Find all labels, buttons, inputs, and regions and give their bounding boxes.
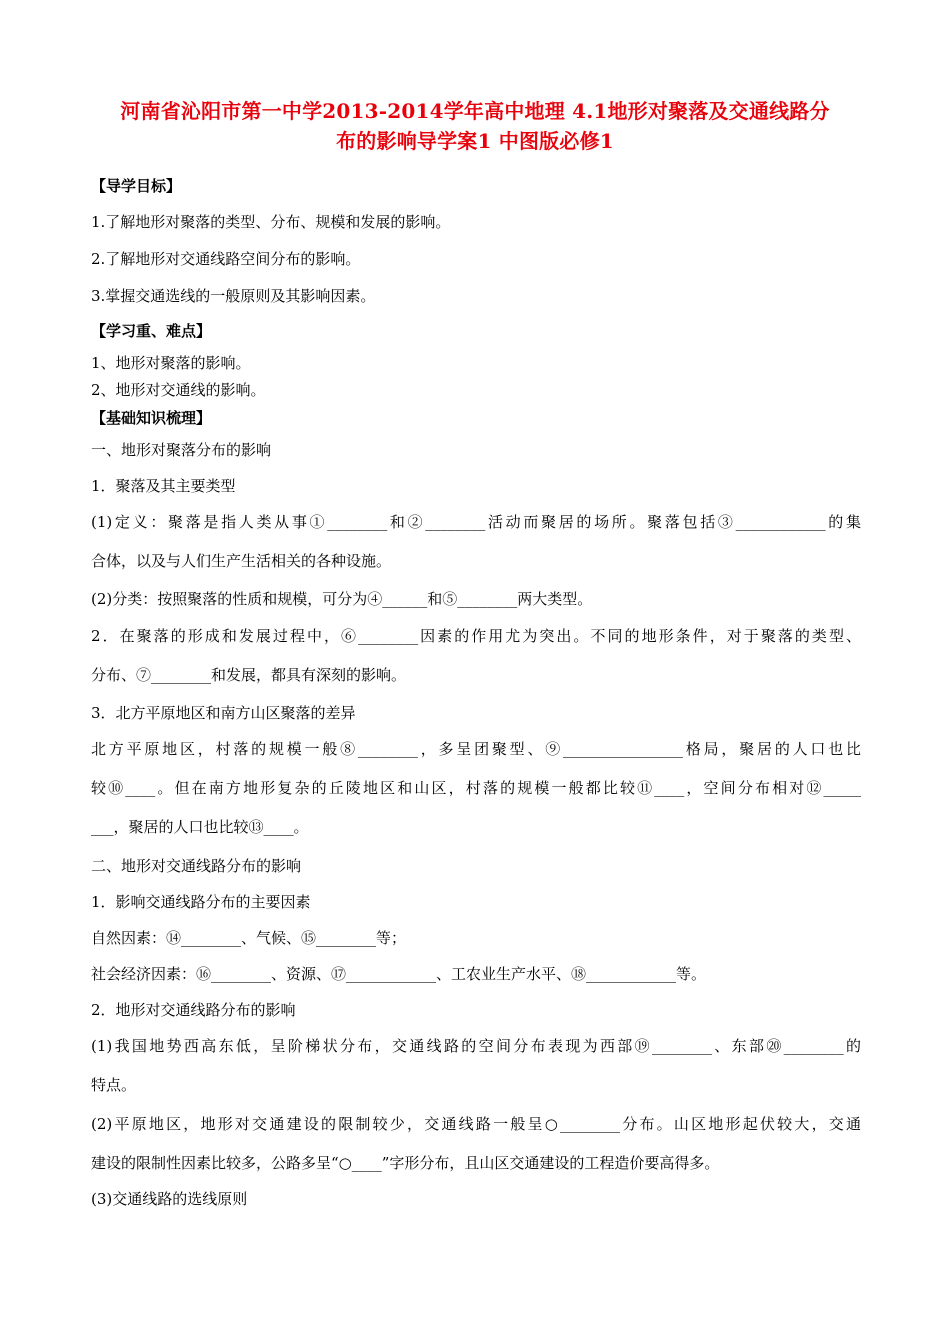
- paragraph-line: 社会经济因素：⑯________、资源、⑰____________、工农业生产水平、⑱____________等。: [91, 965, 707, 983]
- subsection-heading: 一、地形对聚落分布的影响: [91, 441, 272, 459]
- section-heading-objectives: 【导学目标】: [91, 177, 182, 195]
- paragraph-line: 北方平原地区，村落的规模一般⑧________，多呈团聚型、⑨________________格局，聚居的人口也比: [91, 740, 861, 758]
- paragraph-line: (1)我国地势西高东低，呈阶梯状分布，交通线路的空间分布表现为西部⑲________、东部⑳________的: [91, 1037, 861, 1055]
- paragraph-line: 3．北方平原地区和南方山区聚落的差异: [91, 704, 356, 722]
- key-point-item: 2、地形对交通线的影响。: [91, 381, 266, 399]
- objective-item: 1.了解地形对聚落的类型、分布、规模和发展的影响。: [91, 213, 451, 231]
- objective-item: 2.了解地形对交通线路空间分布的影响。: [91, 250, 361, 268]
- paragraph-line: (1)定义：聚落是指人类从事①________和②________活动而聚居的场所。聚落包括③____________的集: [91, 513, 861, 531]
- paragraph-line: 1．聚落及其主要类型: [91, 477, 236, 495]
- subsection-heading: 二、地形对交通线路分布的影响: [91, 857, 302, 875]
- paragraph-line: (2)平原地区，地形对交通建设的限制较少，交通线路一般呈○________分布。山区地形起伏较大，交通: [91, 1115, 861, 1133]
- paragraph-line: (3)交通线路的选线原则: [91, 1190, 248, 1208]
- paragraph-line: 自然因素：⑭________、气候、⑮________等；: [91, 929, 407, 947]
- paragraph-line: 2．在聚落的形成和发展过程中，⑥________因素的作用尤为突出。不同的地形条件，对于聚落的类型、: [91, 627, 861, 645]
- section-heading-key-points: 【学习重、难点】: [91, 322, 212, 340]
- paragraph-line: (2)分类：按照聚落的性质和规模，可分为④______和⑤________两大类型。: [91, 590, 593, 608]
- section-heading-knowledge: 【基础知识梳理】: [91, 409, 212, 427]
- paragraph-line: ___，聚居的人口也比较⑬____。: [91, 818, 309, 836]
- key-point-item: 1、地形对聚落的影响。: [91, 354, 251, 372]
- objective-item: 3.掌握交通选线的一般原则及其影响因素。: [91, 287, 376, 305]
- document-title: [80, 96, 870, 156]
- paragraph-line: 1．影响交通线路分布的主要因素: [91, 893, 311, 911]
- title-line-2: 布的影响导学案1 中图版必修1: [336, 129, 614, 153]
- title-line-1: 河南省沁阳市第一中学2013-2014学年高中地理 4.1地形对聚落及交通线路分: [120, 99, 830, 123]
- paragraph-line: 特点。: [91, 1076, 137, 1094]
- paragraph-line: 较⑩____。但在南方地形复杂的丘陵地区和山区，村落的规模一般都比较⑪____，空间分布相对⑫_____: [91, 779, 861, 797]
- paragraph-line: 分布、⑦________和发展，都具有深刻的影响。: [91, 666, 407, 684]
- paragraph-line: 2．地形对交通线路分布的影响: [91, 1001, 296, 1019]
- paragraph-line: 建设的限制性因素比较多，公路多呈“○____”字形分布，且山区交通建设的工程造价要高得多。: [91, 1154, 720, 1172]
- paragraph-line: 合体，以及与人们生产生活相关的各种设施。: [91, 552, 392, 570]
